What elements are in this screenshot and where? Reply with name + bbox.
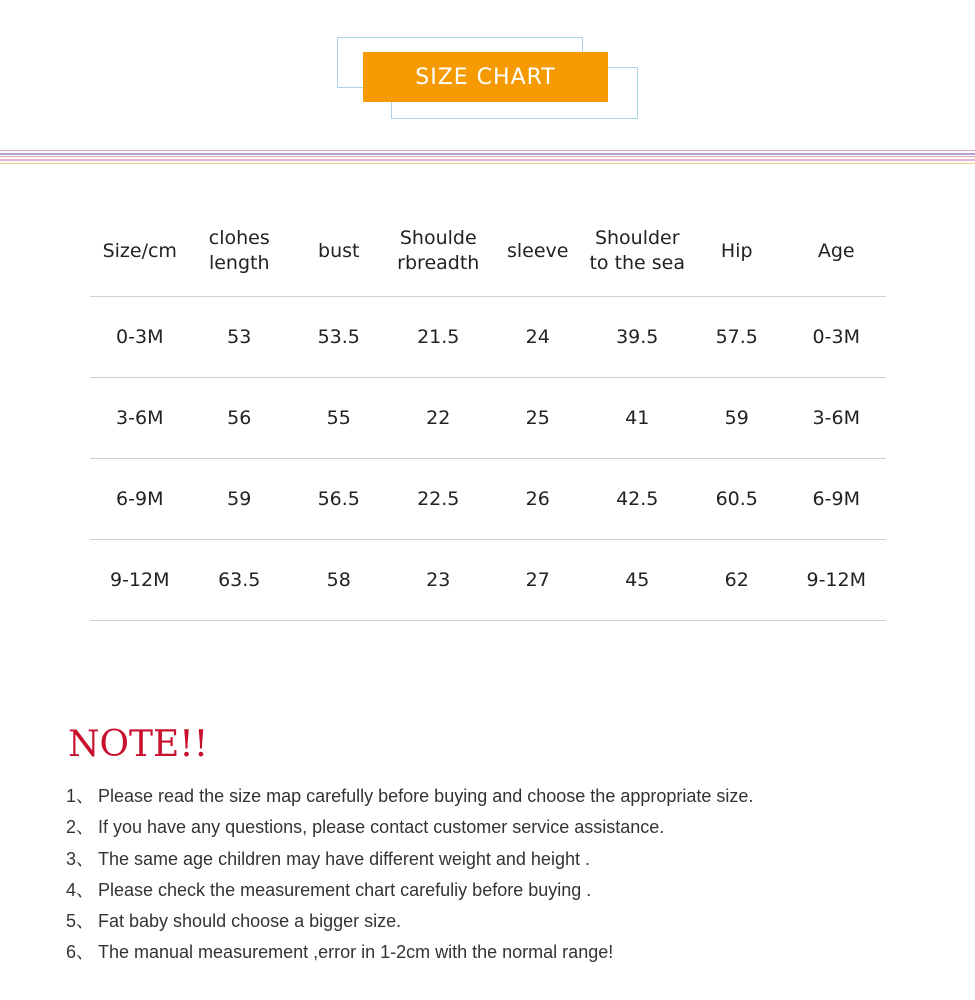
list-item xyxy=(66,909,753,940)
note-title: NOTE!! xyxy=(68,724,209,765)
table-cell: 39.5 xyxy=(588,297,688,378)
stripe xyxy=(0,153,975,155)
header-shoulder-breadth xyxy=(389,206,489,297)
note-text: Please read the size map carefully before buying and choose the appropriate size. xyxy=(98,786,754,806)
table-cell: 22.5 xyxy=(389,459,489,540)
table-cell: 6-9M xyxy=(90,459,190,540)
header-line: rbreadth xyxy=(397,252,480,274)
header-size xyxy=(90,206,190,297)
header-line: length xyxy=(208,252,270,274)
table-cell: 27 xyxy=(488,540,588,621)
header-hip xyxy=(687,206,787,297)
header-line: to the sea xyxy=(589,252,686,274)
header-line: bust xyxy=(318,239,360,262)
note-number: 1、 xyxy=(66,786,95,806)
table-cell: 42.5 xyxy=(588,459,688,540)
table-cell: 3-6M xyxy=(787,378,887,459)
stripe xyxy=(0,163,975,164)
table-cell: 41 xyxy=(588,378,688,459)
table-header-row xyxy=(90,206,886,297)
table-cell: 57.5 xyxy=(687,297,787,378)
table-cell: 26 xyxy=(488,459,588,540)
size-chart-header xyxy=(0,0,975,140)
table-cell: 25 xyxy=(488,378,588,459)
header-line: Hip xyxy=(720,239,753,262)
note-text: Fat baby should choose a bigger size. xyxy=(98,911,402,932)
header-sleeve xyxy=(488,206,588,297)
header-bust xyxy=(289,206,389,297)
table-cell: 9-12M xyxy=(787,540,887,621)
table-cell: 53.5 xyxy=(289,297,389,378)
table-row xyxy=(90,378,886,459)
header-line: Age xyxy=(817,239,855,262)
table-cell: 22 xyxy=(389,378,489,459)
table-row xyxy=(90,297,886,378)
header-line: Shoulde xyxy=(399,227,477,249)
table-cell: 56 xyxy=(190,378,290,459)
header-line: clohes xyxy=(208,227,270,249)
header-shoulder-to-sea xyxy=(588,206,688,297)
table-cell: 63.5 xyxy=(190,540,290,621)
list-item xyxy=(66,878,753,909)
size-table xyxy=(90,206,886,621)
table-cell: 53 xyxy=(190,297,290,378)
note-number: 3、 xyxy=(66,848,95,869)
table-cell: 0-3M xyxy=(90,297,190,378)
table-cell: 3-6M xyxy=(90,378,190,459)
stripe xyxy=(0,156,975,157)
note-number: 6、 xyxy=(66,942,95,963)
table-cell: 59 xyxy=(687,378,787,459)
list-item xyxy=(66,815,753,846)
note-text: Please check the measurement chart carefuliy before buying . xyxy=(98,879,592,900)
decorative-stripes xyxy=(0,150,975,166)
table-row xyxy=(90,540,886,621)
note-number: 4、 xyxy=(66,879,95,900)
table-row xyxy=(90,459,886,540)
table-cell: 45 xyxy=(588,540,688,621)
table-cell: 60.5 xyxy=(687,459,787,540)
list-item xyxy=(66,940,753,971)
list-item xyxy=(66,784,753,815)
table-cell: 21.5 xyxy=(389,297,489,378)
table-cell: 58 xyxy=(289,540,389,621)
notes-list xyxy=(66,784,753,972)
table-cell: 56.5 xyxy=(289,459,389,540)
table-cell: 55 xyxy=(289,378,389,459)
table-cell: 62 xyxy=(687,540,787,621)
header-line: Shoulder xyxy=(594,227,680,249)
table-cell: 0-3M xyxy=(787,297,887,378)
note-number: 5、 xyxy=(66,911,95,932)
stripe xyxy=(0,150,975,151)
note-text: The manual measurement ,error in 1-2cm with the normal range! xyxy=(98,942,614,963)
table-cell: 23 xyxy=(389,540,489,621)
header-line: sleeve xyxy=(507,239,569,262)
header-clothes-length xyxy=(190,206,290,297)
header-age xyxy=(787,206,887,297)
stripe xyxy=(0,159,975,161)
header-line: Size/cm xyxy=(102,239,177,262)
table-cell: 6-9M xyxy=(787,459,887,540)
note-number: 2、 xyxy=(66,817,95,838)
table-cell: 24 xyxy=(488,297,588,378)
note-text: The same age children may have different weight and height . xyxy=(98,848,590,869)
table-cell: 59 xyxy=(190,459,290,540)
table-cell: 9-12M xyxy=(90,540,190,621)
size-chart-title: SIZE CHART xyxy=(363,52,608,102)
note-text: If you have any questions, please contact customer service assistance. xyxy=(98,817,665,838)
list-item xyxy=(66,847,753,878)
